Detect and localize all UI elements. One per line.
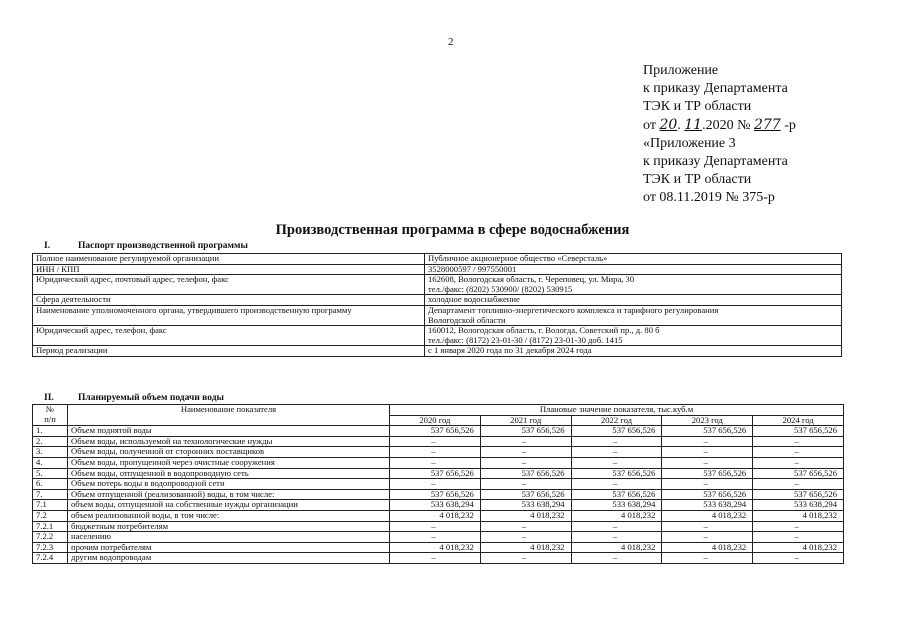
row-value: 537 656,526 [753,468,844,479]
handwritten-day: 20 [659,117,678,133]
row-name: прочим потребителям [68,542,390,553]
passport-value [425,346,842,357]
row-name: Объем отпущенной (реализованной) воды, в том числе: [68,489,390,500]
row-number: 7.2 [33,510,68,521]
passport-value-line: Департамент топливно-энергетического комплекса и тарифного регулирования [428,304,719,315]
section-number: I. [44,241,51,251]
row-value: – [390,436,481,447]
row-value: – [571,553,662,564]
passport-value-line: холодное водоснабжение [428,294,520,305]
row-value: – [390,532,481,543]
row-name: населению [68,532,390,543]
passport-table [32,253,842,357]
appendix-line: Приложение [643,63,719,78]
row-value: – [662,532,753,543]
row-value: – [390,457,481,468]
row-value: – [480,479,571,490]
passport-value-line-2: тел./факс: (8172) 23-01-30 / (8172) 23-01-30 доб. 1415 [428,334,623,345]
row-number: 7.2.4 [33,553,68,564]
passport-value-line: Публичное акционерное общество «Северсталь» [428,253,608,263]
table-row [33,542,844,553]
appendix-line: к приказу Департамента [643,154,788,169]
col-num-label: № [45,404,55,414]
passport-label: Наименование уполномоченного органа, утвердившего производственную программу [33,305,425,325]
header-row [33,405,844,416]
row-name: Объем воды, пропущенной через очистные сооружения [68,457,390,468]
page-number: 2 [448,36,454,48]
table-row [33,457,844,468]
table-row [33,489,844,500]
section-title: Паспорт производственной программы [78,241,248,251]
row-name: объем реализованной воды, в том числе: [68,510,390,521]
row-value: – [662,457,753,468]
section-1-heading [44,241,248,251]
handwritten-month: 11 [684,117,703,133]
passport-value-line: 3528000597 / 997550001 [428,263,517,274]
row-value: 537 656,526 [390,426,481,437]
row-value: – [753,553,844,564]
passport-label: Юридический адрес, почтовый адрес, телефон, факс [33,275,425,295]
row-number: 1. [33,426,68,437]
appendix-line: от 08.11.2019 № 375-р [643,190,775,205]
row-name: бюджетным потребителям [68,521,390,532]
passport-value [425,326,842,346]
row-name: Объем воды, полученной от сторонних поставщиков [68,447,390,458]
table-row [33,468,844,479]
table-row [33,510,844,521]
passport-label: Период реализации [33,346,425,357]
row-value: 4 018,232 [753,510,844,521]
row-number: 7.2.1 [33,521,68,532]
col-group-header: Плановые значение показателя, тыс.куб.м [390,405,844,416]
row-number: 7.1 [33,500,68,511]
row-value: 533 638,294 [753,500,844,511]
row-value: – [480,447,571,458]
plan-table [32,404,844,564]
passport-value [425,305,842,325]
table-row [33,553,844,564]
row-value: – [662,521,753,532]
passport-row [33,346,842,357]
passport-value-line-2: тел./факс: (8202) 530900/ (8202) 530915 [428,283,573,294]
year-header: 2022 год [571,415,662,426]
appendix-line: «Приложение 3 [643,136,736,151]
row-value: 4 018,232 [662,542,753,553]
table-row [33,500,844,511]
passport-label: Сфера деятельности [33,295,425,306]
document-title: Производственная программа в сфере водоснабжения [275,222,630,238]
row-value: – [753,479,844,490]
passport-value [425,254,842,265]
appendix-block [643,62,796,207]
col-name-header: Наименование показателя [68,405,390,426]
row-value: – [390,447,481,458]
row-value: 537 656,526 [662,426,753,437]
row-name: объем воды, отпущенной на собственные нужды организации [68,500,390,511]
row-value: – [571,479,662,490]
section-2-heading [44,393,224,403]
passport-value-line: 162608, Вологодская область, г. Череповец, ул. Мира, 30 [428,274,635,285]
row-number: 3. [33,447,68,458]
row-value: – [480,457,571,468]
appendix-date-line [643,116,796,135]
appendix-line: к приказу Департамента [643,81,788,96]
row-number: 4. [33,457,68,468]
year-header: 2024 год [753,415,844,426]
row-value: – [571,457,662,468]
row-value: 4 018,232 [571,542,662,553]
appendix-line: ТЭК и ТР области [643,172,752,187]
col-num-header [33,405,68,426]
table-row [33,532,844,543]
row-value: 537 656,526 [753,489,844,500]
row-name: Объем поднятой воды [68,426,390,437]
row-value: 4 018,232 [390,542,481,553]
row-value: 533 638,294 [571,500,662,511]
appendix-line: ТЭК и ТР области [643,99,752,114]
appendix-year: .2020 № [702,118,751,133]
dot: . [677,118,681,133]
row-value: 537 656,526 [480,489,571,500]
row-value: 4 018,232 [571,510,662,521]
row-value: 537 656,526 [662,468,753,479]
row-value: 537 656,526 [753,426,844,437]
row-value: – [390,553,481,564]
row-value: 533 638,294 [662,500,753,511]
row-number: 5. [33,468,68,479]
row-number: 2. [33,436,68,447]
row-value: 537 656,526 [390,489,481,500]
row-number: 7.2.2 [33,532,68,543]
row-number: 7.2.3 [33,542,68,553]
row-value: – [390,521,481,532]
passport-label: Юридический адрес, телефон, факс [33,326,425,346]
row-value: 537 656,526 [571,468,662,479]
row-value: – [753,447,844,458]
table-row [33,521,844,532]
row-value: 533 638,294 [390,500,481,511]
row-value: – [480,532,571,543]
row-value: 533 638,294 [480,500,571,511]
passport-row [33,305,842,325]
passport-row [33,254,842,265]
row-value: – [571,521,662,532]
row-number: 6. [33,479,68,490]
row-value: – [480,521,571,532]
row-value: – [390,479,481,490]
passport-value [425,264,842,275]
row-value: 4 018,232 [480,510,571,521]
passport-value-line: с 1 января 2020 года по 31 декабря 2024 года [428,345,592,356]
passport-label: Полное наименование регулируемой организации [33,254,425,265]
row-value: – [662,447,753,458]
year-header: 2021 год [480,415,571,426]
row-name: Объем потерь воды в водопроводной сети [68,479,390,490]
row-value: – [480,553,571,564]
row-value: 4 018,232 [753,542,844,553]
row-value: 537 656,526 [571,426,662,437]
row-value: – [571,436,662,447]
row-value: – [662,479,753,490]
row-value: 537 656,526 [480,468,571,479]
passport-row [33,295,842,306]
passport-value [425,295,842,306]
row-value: – [753,436,844,447]
passport-value-line: 160012, Вологодская область, г. Вологда, Советский пр., д. 80 б [428,325,660,336]
row-value: – [662,436,753,447]
row-value: – [480,436,571,447]
row-value: – [753,457,844,468]
table-row [33,436,844,447]
row-value: 537 656,526 [480,426,571,437]
passport-row [33,275,842,295]
section-number: II. [44,393,54,403]
passport-value [425,275,842,295]
row-value: – [571,532,662,543]
col-num-label-2: п/п [44,413,56,424]
table-row [33,447,844,458]
table-row [33,479,844,490]
appendix-suffix: -р [784,118,796,133]
row-value: 537 656,526 [571,489,662,500]
row-name: Объем воды, отпущенной в водопроводную сеть [68,468,390,479]
appendix-date-prefix: от [643,118,656,133]
section-title: Планируемый объем подачи воды [78,393,224,403]
passport-value-line-2: Вологодской области [428,314,506,325]
table-row [33,426,844,437]
passport-row [33,264,842,275]
row-value: 537 656,526 [662,489,753,500]
row-value: – [662,553,753,564]
row-value: 537 656,526 [390,468,481,479]
passport-row [33,326,842,346]
row-value: – [753,532,844,543]
row-value: 4 018,232 [662,510,753,521]
year-header: 2020 год [390,415,481,426]
passport-label: ИНН / КПП [33,264,425,275]
handwritten-order-number: 277 [753,117,781,133]
row-value: 4 018,232 [480,542,571,553]
row-value: – [753,521,844,532]
year-header: 2023 год [662,415,753,426]
row-value: – [571,447,662,458]
row-name: другим водопроводам [68,553,390,564]
row-value: 4 018,232 [390,510,481,521]
row-name: Объем воды, используемой на технологические нужды [68,436,390,447]
row-number: 7. [33,489,68,500]
